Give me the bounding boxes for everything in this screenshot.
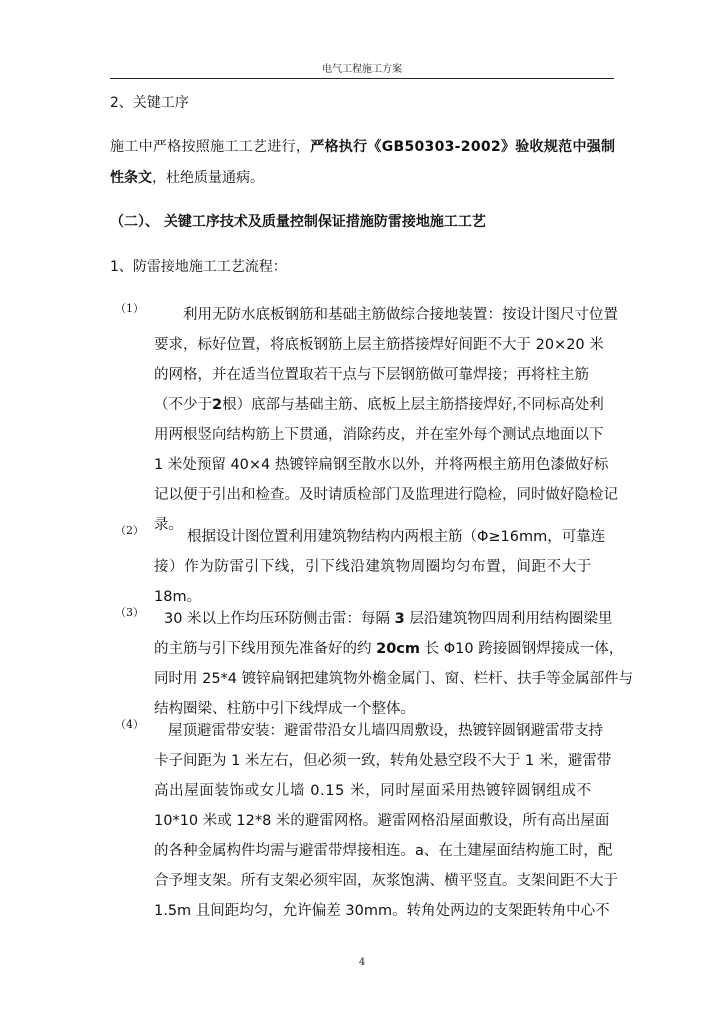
intro-bold-text: 严格执行《GB50303-2002》验收规范中强制: [310, 139, 616, 155]
intro-bold-text-2: 性条文: [110, 170, 152, 186]
item-line: 的网格，并在适当位置取若干点与下层钢筋做可靠焊接；再将柱主筋: [154, 367, 589, 383]
intro-paragraph-line-1: [110, 136, 615, 156]
item-line: 录。: [154, 517, 183, 533]
item-line: 1 米处预留 40×4 热镀锌扁钢至散水以外，并将两根主筋用色漆做好标: [154, 457, 609, 473]
item-line-bold: 2: [212, 397, 223, 413]
item-line: [154, 390, 624, 420]
intro-text-2: ，杜绝质量通病。: [152, 170, 264, 186]
item-number: （4）: [115, 718, 144, 731]
header-title: 电气工程施工方案: [322, 64, 402, 75]
item-line-segment: 30 米以上作均压环防侧击雷：每隔: [164, 611, 395, 627]
page-header: [110, 62, 614, 79]
item-line: [154, 604, 624, 634]
item-line: 1.5m 且间距均匀，允许偏差 30mm。转角处两边的支架距转角中心不: [154, 903, 610, 919]
item-number: （3）: [115, 606, 144, 619]
item-line: 接）作为防雷引下线，引下线沿建筑物周圈均匀布置，间距不大于: [154, 559, 592, 575]
item-line: 合予埋支架。所有支架必须牢固，灰浆饱满、横平竖直。支架间距不大于: [154, 873, 618, 889]
intro-paragraph-line-2: [110, 167, 264, 187]
item-line: 利用无防水底板钢筋和基础主筋做综合接地装置：按设计图尺寸位置: [183, 307, 618, 323]
item-line: 要求，标好位置，将底板钢筋上层主筋搭接焊好间距不大于 20×20 米: [154, 337, 604, 353]
page-number: 4: [358, 957, 366, 968]
item-line: 高出屋面装饰或女儿墙 0.15 米，同时屋面采用热镀锌圆钢组成不: [154, 783, 592, 799]
item-line-segment: 的主筋与引下线用预先准备好的约: [154, 641, 377, 657]
item-number: （1）: [115, 302, 144, 315]
item-line: 屋顶避雷带安装：避雷带沿女儿墙四周敷设，热镀锌圆钢避雷带支持: [168, 723, 603, 739]
item-line: 的各种金属构件均需与避雷带焊接相连。a、在土建屋面结构施工时，配: [154, 843, 613, 859]
item-line-segment: 长 Φ10 跨接圆钢焊接成一体，: [420, 641, 624, 657]
item-line-bold: 3: [394, 611, 405, 627]
item-number: （2）: [115, 524, 144, 537]
item-line: 10*10 米或 12*8 米的避雷网格。避雷网格沿屋面敷设，所有高出屋面: [154, 813, 610, 829]
item-line: 18m。: [154, 589, 202, 605]
item-line-segment: 层沿建筑物四周利用结构圈梁里: [404, 611, 613, 627]
item-line-bold: 20cm: [376, 641, 420, 657]
item-line-segment: （不少于: [154, 397, 212, 413]
item-line: 根据设计图位置利用建筑物结构内两根主筋（Φ≥16mm，可靠连: [187, 529, 606, 545]
subsection-heading-process-flow: 1、防雷接地施工工艺流程：: [110, 259, 287, 275]
item-line-segment: 根）底部与基础主筋、底板上层主筋搭接焊好,不同标高处利: [222, 397, 604, 413]
item-line: 卡子间距为 1 米左右，但必须一致，转角处悬空段不大于 1 米，避雷带: [154, 753, 612, 769]
item-line: 同时用 25*4 镀锌扁钢把建筑物外檐金属门、窗、栏杆、扶手等金属部件与: [154, 671, 634, 687]
intro-text: 施工中严格按照施工工艺进行，: [110, 139, 311, 155]
item-line: [154, 634, 624, 664]
section-heading-lightning-grounding: （二）、 关键工序技术及质量控制保证措施防雷接地施工工艺: [110, 214, 486, 230]
section-heading-key-process: 2、关键工序: [110, 95, 189, 111]
item-line: 用两根竖向结构筋上下贯通，消除药皮，并在室外每个测试点地面以下: [154, 427, 604, 443]
item-line: 结构圈梁、柱筋中引下线焊成一个整体。: [154, 701, 415, 717]
item-line: 记以便于引出和检查。及时请质检部门及监理进行隐检，同时做好隐检记: [154, 487, 618, 503]
